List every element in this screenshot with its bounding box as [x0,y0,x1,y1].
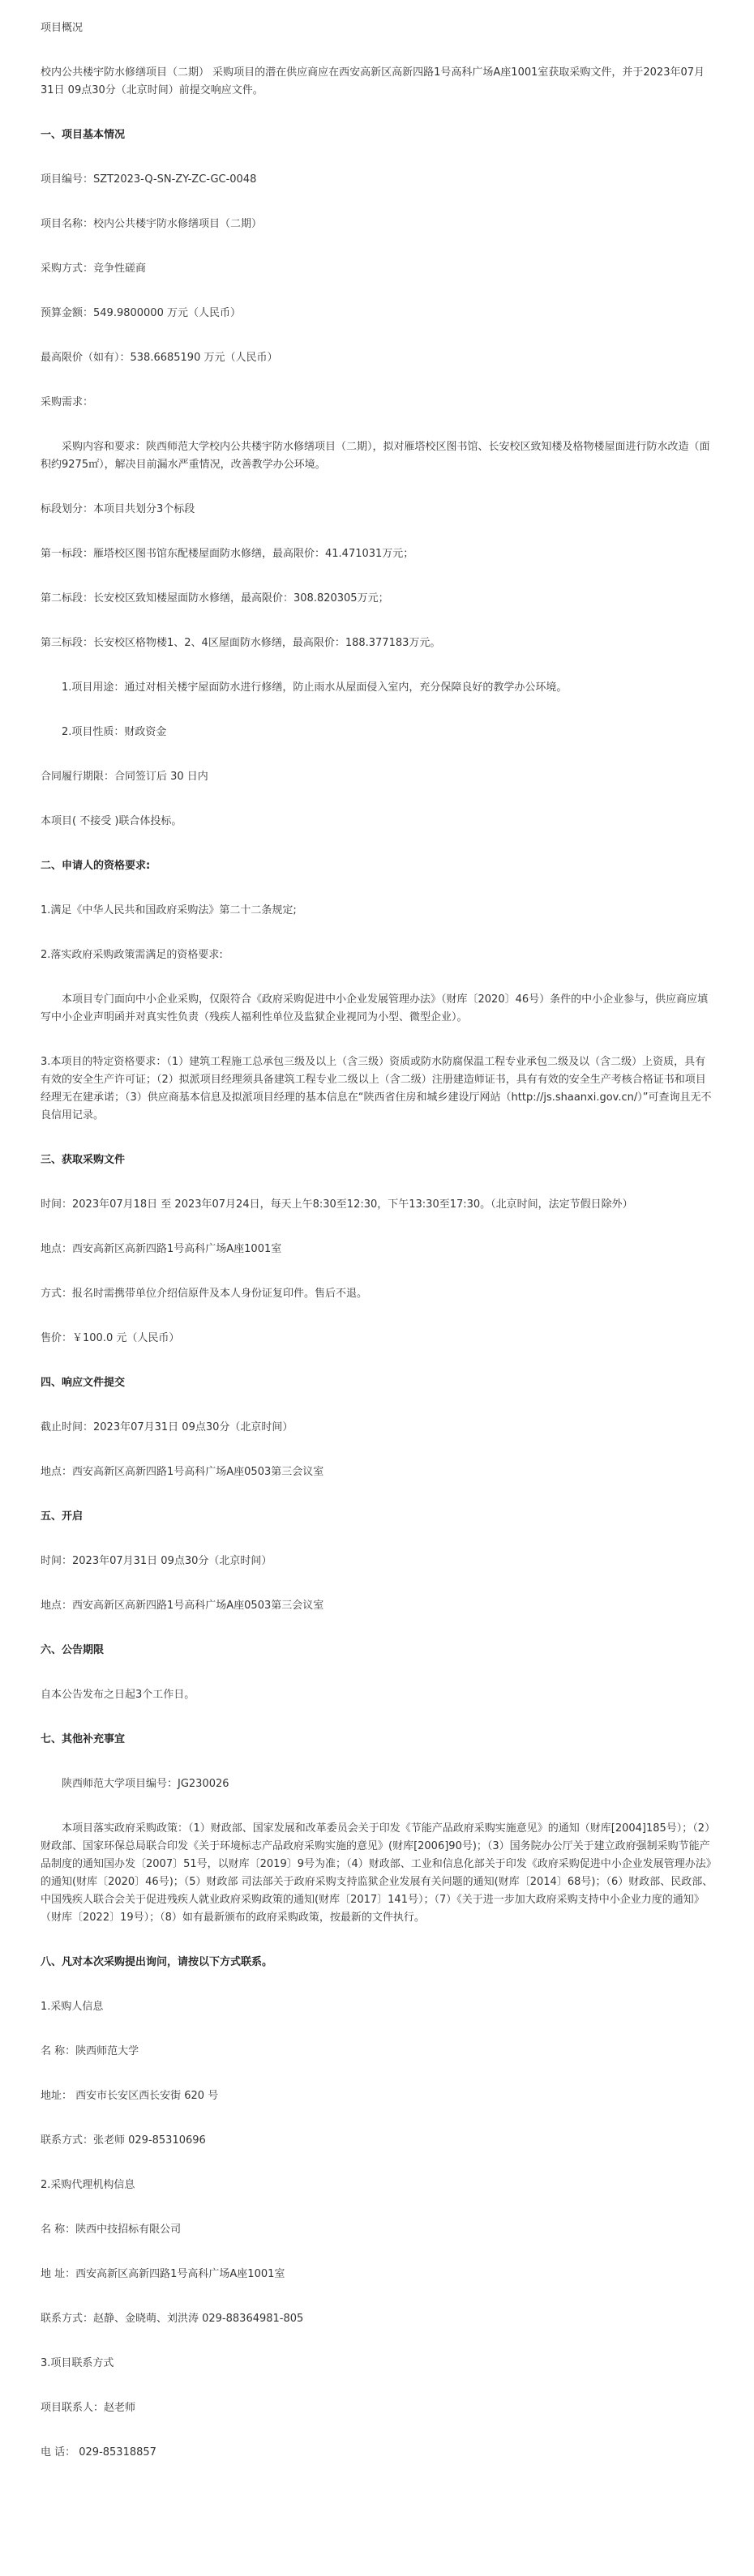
buyer-info-label: 1.采购人信息 [41,2001,104,2013]
buyer-contact: 联系方式：张老师 029-85310696 [41,2134,206,2147]
heading-obtain-documents: 三、获取采购文件 [41,1154,126,1166]
opening-time: 时间：2023年07月31日 09点30分（北京时间） [41,1555,272,1567]
section-title: 项目概况 [41,22,84,34]
agent-contact: 联系方式：赵静、金晓萌、刘洪涛 029-88364981-805 [41,2313,304,2325]
project-contact-person: 项目联系人：赵老师 [41,2402,136,2414]
heading-basic-info: 一、项目基本情况 [41,129,126,141]
obtain-place: 地点：西安高新区高新四路1号高科广场A座1001室 [41,1243,282,1255]
lot-division: 标段划分：本项目共划分3个标段 [41,503,195,515]
contract-term: 合同履行期限：合同签订后 30 日内 [41,771,208,783]
requirements-content: 采购内容和要求：陕西师范大学校内公共楼宇防水修缮项目（二期），拟对雁塔校区图书馆、长安校区致知楼及格物楼屋面进行防水改造（面积约9275㎡），解决目前漏水严重情况，改善教学办公环境。 [41,441,710,471]
obtain-method: 方式：报名时需携带单位介绍信原件及本人身份证复印件。售后不退。 [41,1288,368,1300]
project-number: 项目编号：SZT2023-Q-SN-ZY-ZC-GC-0048 [41,173,257,186]
qualification-3: 3.本项目的特定资格要求：（1）建筑工程施工总承包三级及以上（含三级）资质或防水防腐保温工程专业承包二级及以（含二级）上资质，具有有效的安全生产许可证；（2）拟派项目经理须具备建筑工程专业二级以上（含二级）注册建造师证书，具有有效的安全生产考核合格证书和项目经理无在建承诺；（3）供应商基本信息及拟派项目经理的基本信息在“陕西省住房和城乡建设厅网站（http://js.shaanxi.gov.cn/）”可查询且无不良信用记录。 [41,1056,712,1121]
qualification-2-detail: 本项目专门面向中小企业采购，仅限符合《政府采购促进中小企业发展管理办法》（财库〔2020〕46号）条件的中小企业参与，供应商应填写中小企业声明函并对真实性负责（残疾人福利性单位及监狱企业视同为小型、微型企业）。 [41,993,709,1023]
heading-other-matters: 七、其他补充事宜 [41,1733,126,1745]
policy-text: 本项目落实政府采购政策：（1）财政部、国家发展和改革委员会关于印发《节能产品政府采购实施意见》的通知（财库[2004]185号）；（2）财政部、国家环保总局联合印发《关于环境标志产品政府采购实施的意见》(财库[2006]90号)；（3）国务院办公厅关于建立政府强制采购节能产品制度的通知国办发〔2007〕51号，以财库〔2019〕9号为准；（4）财政部、工业和信息化部关于印发《政府采购促进中小企业发展管理办法》的通知(财库〔2020〕46号)；（5）财政部 司法部关于政府采购支持监狱企业发展有关问题的通知(财库〔2014〕68号)；（6）财政部、民政部、中国残疾人联合会关于促进残疾人就业政府采购政策的通知(财库〔2017〕141号）；（7）《关于进一步加大政府采购支持中小企业力度的通知》（财库〔2022〕19号）；（8）如有最新颁布的政府采购政策，按最新的文件执行。 [41,1822,713,1924]
consortium-note: 本项目( 不接受 )联合体投标。 [41,815,182,827]
project-contact-phone: 电 话： 029-85318857 [41,2446,156,2459]
max-price: 最高限价（如有）：538.6685190 万元（人民币） [41,352,278,364]
agent-info-label: 2.采购代理机构信息 [41,2179,135,2191]
budget-amount: 预算金额：549.9800000 万元（人民币） [41,307,241,319]
heading-qualifications: 二、申请人的资格要求: [41,860,151,872]
obtain-time: 时间：2023年07月18日 至 2023年07月24日，每天上午8:30至12:30，下午13:30至17:30。（北京时间，法定节假日除外） [41,1198,633,1211]
document-price: 售价：￥100.0 元（人民币） [41,1332,180,1344]
opening-place: 地点：西安高新区高新四路1号高科广场A座0503第三会议室 [41,1600,324,1612]
overview-text: 校内公共楼宇防水修缮项目（二期） 采购项目的潜在供应商应在西安高新区高新四路1号高科广场A座1001室获取采购文件，并于2023年07月31日 09点30分（北京时间）前提交响应文件。 [41,66,705,96]
agent-name: 名 称：陕西中技招标有限公司 [41,2224,182,2236]
project-nature: 2.项目性质：财政资金 [62,726,167,738]
buyer-name: 名 称：陕西师范大学 [41,2045,139,2057]
submission-deadline: 截止时间：2023年07月31日 09点30分（北京时间） [41,1421,293,1433]
qualification-2: 2.落实政府采购政策需满足的资格要求: [41,949,223,961]
heading-submission: 四、响应文件提交 [41,1377,126,1389]
heading-contact: 八、凡对本次采购提出询问，请按以下方式联系。 [41,1956,273,1968]
agent-address: 地 址：西安高新区高新四路1号高科广场A座1001室 [41,2268,285,2280]
project-contact-label: 3.项目联系方式 [41,2357,114,2369]
notice-period-text: 自本公告发布之日起3个工作日。 [41,1689,195,1701]
heading-opening: 五、开启 [41,1510,84,1523]
lot-3: 第三标段：长安校区格物楼1、2、4区屋面防水修缮，最高限价：188.377183万元。 [41,637,441,649]
project-purpose: 1.项目用途：通过对相关楼宇屋面防水进行修缮，防止雨水从屋面侵入室内，充分保障良好的教学办公环境。 [62,681,568,694]
university-project-code: 陕西师范大学项目编号：JG230026 [62,1778,229,1790]
procurement-method: 采购方式：竞争性磋商 [41,263,147,275]
project-name: 项目名称：校内公共楼宇防水修缮项目（二期） [41,218,263,230]
submission-place: 地点：西安高新区高新四路1号高科广场A座0503第三会议室 [41,1466,324,1478]
buyer-address: 地址： 西安市长安区西长安街 620 号 [41,2090,219,2102]
heading-notice-period: 六、公告期限 [41,1644,105,1656]
lot-2: 第二标段：长安校区致知楼屋面防水修缮，最高限价：308.820305万元； [41,592,389,604]
lot-1: 第一标段：雁塔校区图书馆东配楼屋面防水修缮，最高限价：41.471031万元； [41,548,414,560]
qualification-1: 1.满足《中华人民共和国政府采购法》第二十二条规定; [41,904,297,916]
requirements-label: 采购需求： [41,396,94,408]
